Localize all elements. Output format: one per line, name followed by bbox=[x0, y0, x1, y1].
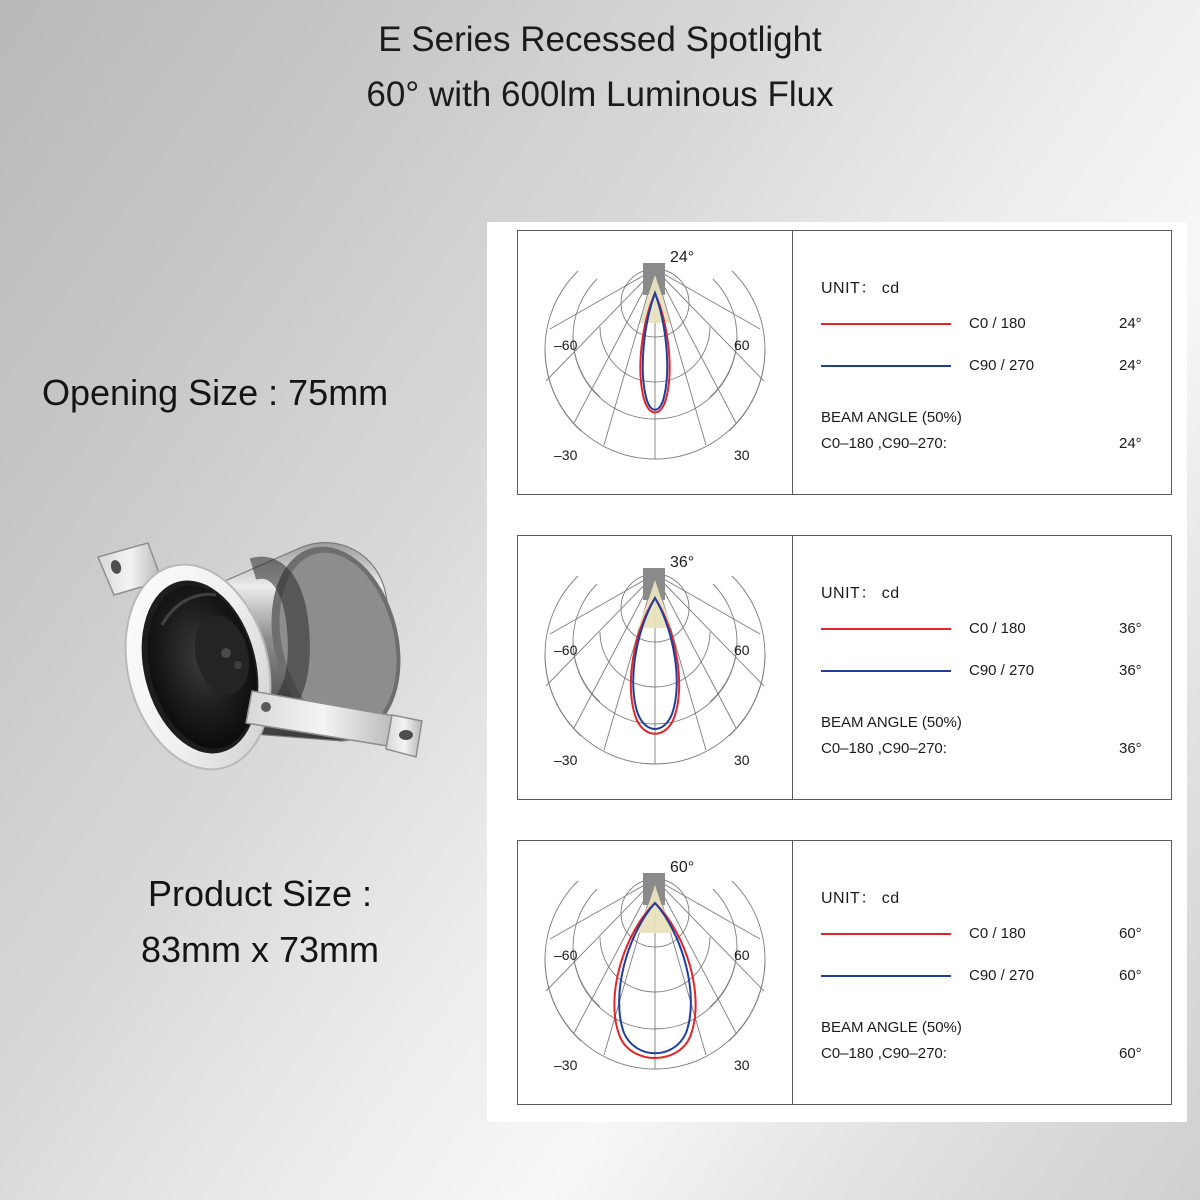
beam-angle-value: 60° bbox=[1119, 1045, 1142, 1062]
legend-name-c90-270: C90 / 270 bbox=[969, 967, 1035, 984]
legend-swatch-c0-180 bbox=[821, 933, 951, 935]
polar-diagram-60deg bbox=[518, 841, 793, 1104]
legend-row-c0-180 bbox=[821, 620, 1161, 638]
legend-swatch-c0-180 bbox=[821, 628, 951, 630]
legend-swatch-c90-270 bbox=[821, 975, 951, 977]
axis-label-right-lower: 30 bbox=[734, 1057, 750, 1073]
axis-label-right-lower: 30 bbox=[734, 752, 750, 768]
beam-angle-value: 36° bbox=[1119, 740, 1142, 757]
title-line-2: 60° with 600lm Luminous Flux bbox=[366, 75, 834, 115]
product-size-value: 83mm x 73mm bbox=[140, 928, 380, 970]
title-line-1: E Series Recessed Spotlight bbox=[378, 20, 822, 59]
spotlight-illustration bbox=[70, 495, 430, 815]
beam-angle-title: BEAM ANGLE (50%) bbox=[821, 1019, 962, 1036]
product-size-block bbox=[40, 866, 480, 978]
legend-row-c0-180 bbox=[821, 315, 1161, 333]
beam-angle-planes: C0–180 ,C90–270: bbox=[821, 435, 947, 452]
beam-angle-planes: C0–180 ,C90–270: bbox=[821, 740, 947, 757]
legend-row-c90-270 bbox=[821, 967, 1161, 985]
axis-label-left-lower: –30 bbox=[554, 447, 578, 463]
legend-name-c90-270: C90 / 270 bbox=[969, 357, 1035, 374]
page-title bbox=[0, 16, 1200, 119]
legend-panel-36deg bbox=[793, 536, 1171, 799]
legend-name-c0-180: C0 / 180 bbox=[969, 620, 1026, 637]
beam-angle-title: BEAM ANGLE (50%) bbox=[821, 409, 962, 426]
legend-panel-24deg bbox=[793, 231, 1171, 494]
axis-label-right-upper: 60 bbox=[734, 947, 750, 963]
product-size-label: Product Size : bbox=[147, 873, 373, 914]
legend-swatch-c90-270 bbox=[821, 365, 951, 367]
legend-value-c0-180: 24° bbox=[1119, 315, 1142, 332]
polar-diagram-36deg bbox=[518, 536, 793, 799]
legend-row-c0-180 bbox=[821, 925, 1161, 943]
product-photo bbox=[70, 495, 430, 815]
unit-label: UNIT： cd bbox=[821, 280, 900, 297]
legend-value-c0-180: 60° bbox=[1119, 925, 1142, 942]
legend-value-c0-180: 36° bbox=[1119, 620, 1142, 637]
axis-label-left-lower: –30 bbox=[554, 1057, 578, 1073]
chart-card-24deg bbox=[517, 230, 1172, 495]
beam-angle-tag: 60° bbox=[670, 859, 695, 876]
beam-angle-tag: 24° bbox=[670, 249, 695, 266]
legend-panel-60deg bbox=[793, 841, 1171, 1104]
chart-card-60deg bbox=[517, 840, 1172, 1105]
unit-label: UNIT： cd bbox=[821, 585, 900, 602]
axis-label-right-upper: 60 bbox=[734, 337, 750, 353]
axis-label-left-lower: –30 bbox=[554, 752, 578, 768]
beam-angle-tag: 36° bbox=[670, 554, 695, 571]
polar-diagram-24deg bbox=[518, 231, 793, 494]
legend-swatch-c90-270 bbox=[821, 670, 951, 672]
legend-row-c90-270 bbox=[821, 357, 1161, 375]
legend-value-c90-270: 60° bbox=[1119, 967, 1142, 984]
beam-angle-planes: C0–180 ,C90–270: bbox=[821, 1045, 947, 1062]
legend-value-c90-270: 24° bbox=[1119, 357, 1142, 374]
legend-name-c0-180: C0 / 180 bbox=[969, 925, 1026, 942]
beam-angle-title: BEAM ANGLE (50%) bbox=[821, 714, 962, 731]
beam-angle-value: 24° bbox=[1119, 435, 1142, 452]
legend-name-c90-270: C90 / 270 bbox=[969, 662, 1035, 679]
legend-swatch-c0-180 bbox=[821, 323, 951, 325]
axis-label-left-upper: –60 bbox=[554, 642, 578, 658]
photometry-panel bbox=[487, 222, 1187, 1122]
legend-value-c90-270: 36° bbox=[1119, 662, 1142, 679]
axis-label-left-upper: –60 bbox=[554, 947, 578, 963]
axis-label-left-upper: –60 bbox=[554, 337, 578, 353]
chart-card-36deg bbox=[517, 535, 1172, 800]
axis-label-right-lower: 30 bbox=[734, 447, 750, 463]
opening-size-label: Opening Size : 75mm bbox=[42, 372, 389, 413]
unit-label: UNIT： cd bbox=[821, 890, 900, 907]
legend-row-c90-270 bbox=[821, 662, 1161, 680]
axis-label-right-upper: 60 bbox=[734, 642, 750, 658]
legend-name-c0-180: C0 / 180 bbox=[969, 315, 1026, 332]
